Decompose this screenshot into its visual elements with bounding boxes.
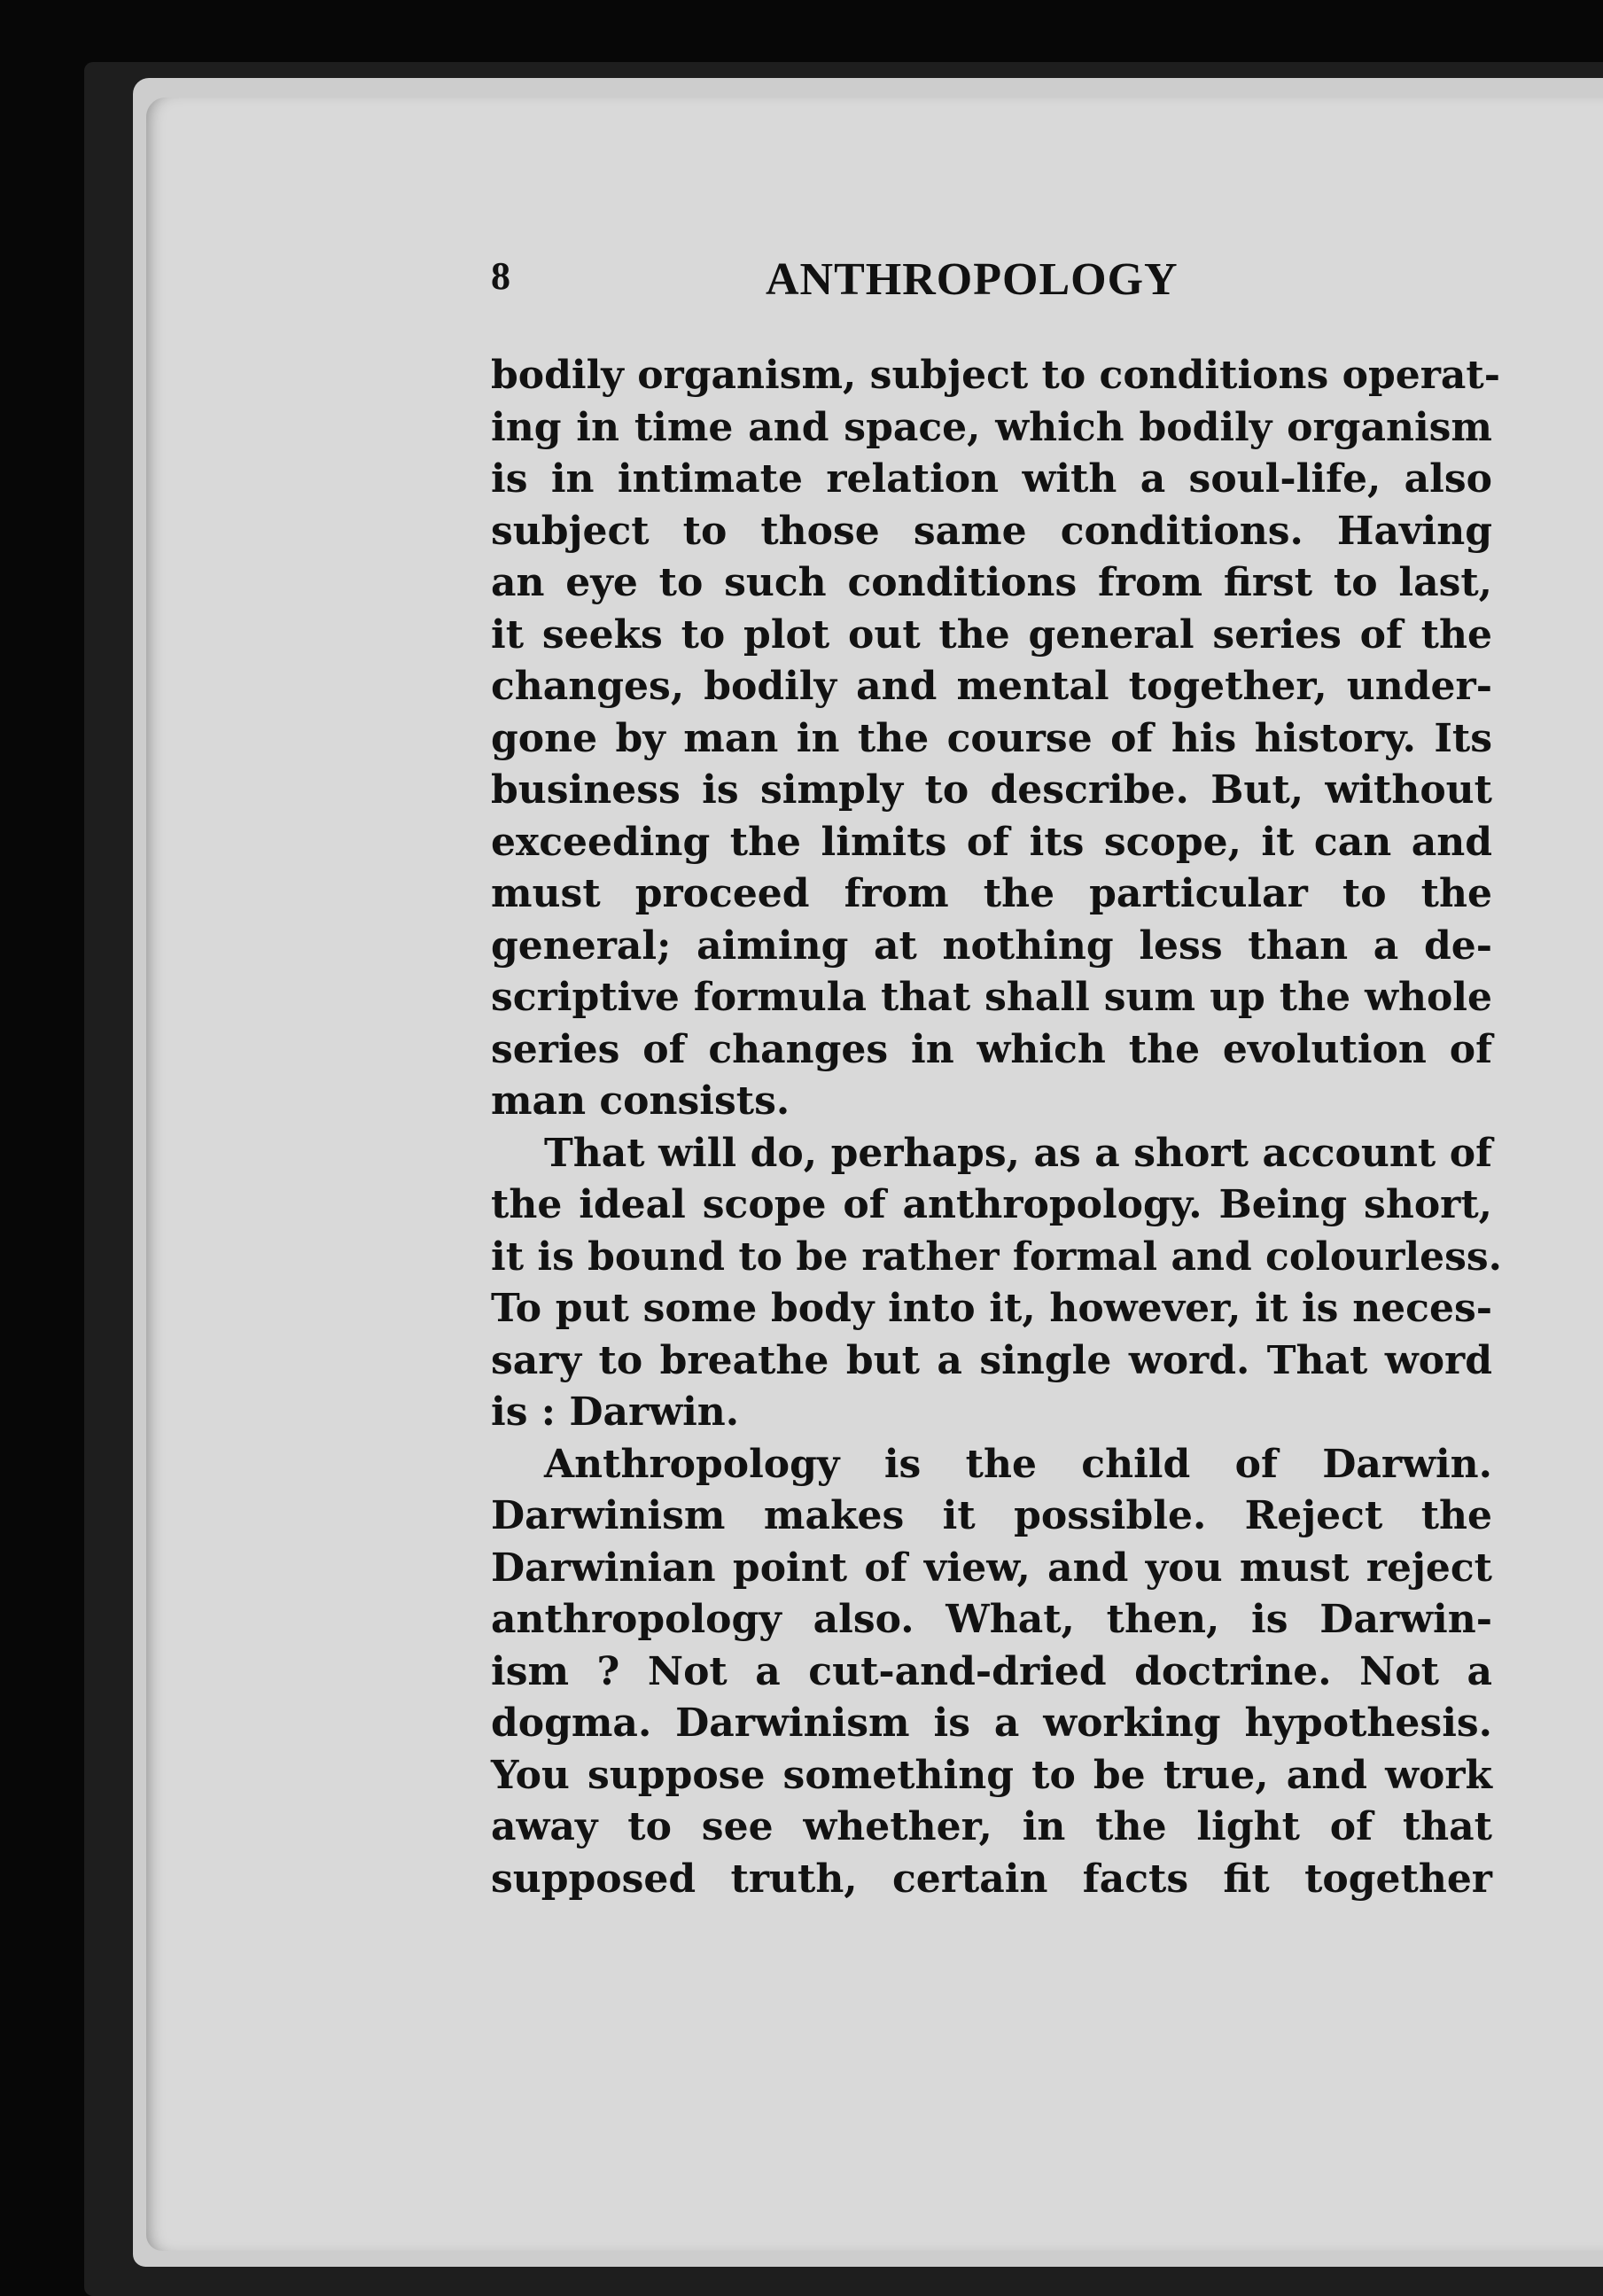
running-title: ANTHROPOLOGY (766, 254, 1179, 305)
text-line: man consists. (491, 1078, 790, 1124)
body-text (491, 350, 1502, 1905)
text-line: it is bound to be rather formal and colourless. (491, 1234, 1502, 1280)
text-line: bodily organism, subject to conditions operat- (491, 353, 1500, 398)
text-line: the ideal scope of anthropology. Being short, (491, 1182, 1492, 1227)
text-line: general; aiming at nothing less than a de- (491, 922, 1492, 969)
text-line: ing in time and space, which bodily organism (491, 404, 1492, 450)
text-line: To put some body into it, however, it is neces- (491, 1286, 1492, 1331)
text-line: business is simply to describe. But, without (491, 767, 1492, 813)
text-line: sary to breathe but a single word. That word (491, 1337, 1492, 1383)
text-line: is in intimate relation with a soul-life, also (491, 456, 1492, 502)
text-line: That will do, perhaps, as a short account of (544, 1130, 1492, 1176)
text-line: scriptive formula that shall sum up the whole (491, 975, 1492, 1020)
text-line: Darwinian point of view, and you must reject (491, 1545, 1492, 1591)
text-line: You suppose something to be true, and work (491, 1752, 1492, 1798)
text-line: an eye to such conditions from first to last, (491, 560, 1492, 605)
text-line: series of changes in which the evolution of (491, 1026, 1492, 1072)
running-head (491, 253, 1492, 315)
text-line: exceeding the limits of its scope, it can and (491, 819, 1492, 865)
text-line: supposed truth, certain facts fit together (491, 1856, 1492, 1902)
text-line: dogma. Darwinism is a working hypothesis. (491, 1701, 1492, 1746)
text-line: Anthropology is the child of Darwin. (544, 1441, 1492, 1487)
text-line: away to see whether, in the light of that (491, 1804, 1492, 1849)
text-line: changes, bodily and mental together, under- (491, 664, 1492, 709)
text-line: must proceed from the particular to the (491, 871, 1492, 916)
text-line: is : Darwin. (491, 1389, 740, 1435)
page-number: 8 (491, 254, 510, 298)
text-line: it seeks to plot out the general series of the (491, 611, 1492, 658)
text-line: Darwinism makes it possible. Reject the (491, 1493, 1492, 1538)
text-line: subject to those same conditions. Having (491, 508, 1492, 554)
text-line: ism ? Not a cut-and-dried doctrine. Not a (491, 1648, 1492, 1694)
text-line: anthropology also. What, then, is Darwin- (491, 1597, 1492, 1642)
text-line: gone by man in the course of his history. Its (491, 715, 1492, 761)
